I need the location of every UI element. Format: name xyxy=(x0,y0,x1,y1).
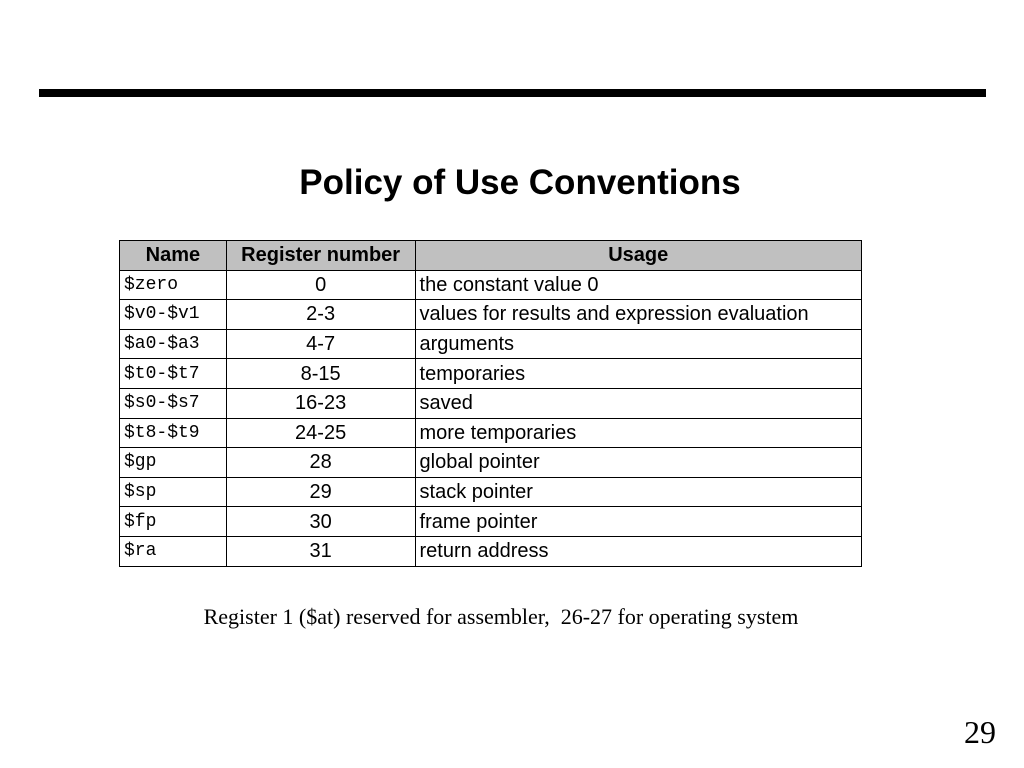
register-name-cell: $t8-$t9 xyxy=(120,418,227,448)
register-number-cell: 29 xyxy=(226,477,415,507)
register-name-cell: $v0-$v1 xyxy=(120,300,227,330)
register-name-cell: $a0-$a3 xyxy=(120,329,227,359)
register-number-cell: 28 xyxy=(226,448,415,478)
register-usage-cell: frame pointer xyxy=(415,507,861,537)
table-row xyxy=(120,448,862,478)
table-row xyxy=(120,477,862,507)
column-header-name: Name xyxy=(120,241,227,271)
top-rule xyxy=(39,89,986,97)
slide-title: Policy of Use Conventions xyxy=(299,163,741,202)
register-number-cell: 16-23 xyxy=(226,388,415,418)
register-usage-cell: global pointer xyxy=(415,448,861,478)
register-usage-cell: temporaries xyxy=(415,359,861,389)
register-name-cell: $zero xyxy=(120,270,227,300)
register-name-cell: $s0-$s7 xyxy=(120,388,227,418)
table-row xyxy=(120,300,862,330)
register-number-cell: 8-15 xyxy=(226,359,415,389)
register-usage-cell: the constant value 0 xyxy=(415,270,861,300)
register-usage-cell: more temporaries xyxy=(415,418,861,448)
register-number-cell: 24-25 xyxy=(226,418,415,448)
table-row xyxy=(120,359,862,389)
column-header-usage: Usage xyxy=(415,241,861,271)
register-number-cell: 4-7 xyxy=(226,329,415,359)
register-number-cell: 30 xyxy=(226,507,415,537)
register-name-cell: $gp xyxy=(120,448,227,478)
register-number-cell: 0 xyxy=(226,270,415,300)
register-table xyxy=(119,240,862,567)
table-row xyxy=(120,536,862,566)
table-row xyxy=(120,270,862,300)
footnote: Register 1 ($at) reserved for assembler, 26-27 for operating system xyxy=(203,604,799,629)
table-row xyxy=(120,418,862,448)
register-name-cell: $t0-$t7 xyxy=(120,359,227,389)
register-name-cell: $ra xyxy=(120,536,227,566)
register-number-cell: 2-3 xyxy=(226,300,415,330)
column-header-number: Register number xyxy=(226,241,415,271)
register-number-cell: 31 xyxy=(226,536,415,566)
register-usage-cell: stack pointer xyxy=(415,477,861,507)
register-name-cell: $fp xyxy=(120,507,227,537)
register-usage-cell: return address xyxy=(415,536,861,566)
table-row xyxy=(120,329,862,359)
register-usage-cell: arguments xyxy=(415,329,861,359)
register-name-cell: $sp xyxy=(120,477,227,507)
page-number: 29 xyxy=(964,714,996,750)
register-usage-cell: saved xyxy=(415,388,861,418)
table-row xyxy=(120,507,862,537)
table-row xyxy=(120,388,862,418)
table-header-row xyxy=(120,241,862,271)
register-usage-cell: values for results and expression evaluation xyxy=(415,300,861,330)
